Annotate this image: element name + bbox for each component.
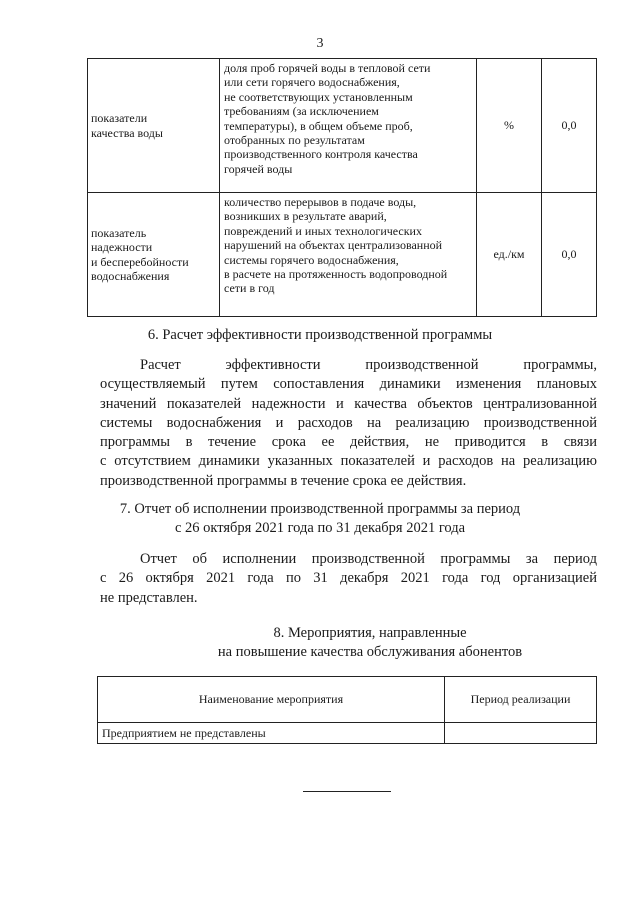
indicator-name: показатели качества воды: [88, 59, 220, 193]
closing-rule: [303, 791, 391, 792]
table-cell: [445, 723, 597, 744]
indicator-name: показатель надежности и бесперебойности водоснабжения: [88, 193, 220, 317]
section-7-paragraph: [100, 550, 597, 608]
section-6-paragraph: [100, 356, 597, 491]
indicator-unit: %: [477, 59, 542, 193]
indicators-table: [87, 58, 597, 317]
paragraph-line: осуществляемый путем сопоставления динамики изменения плановых: [100, 376, 597, 393]
paragraph-line: значений показателей надежности и качества объектов централизованной: [100, 395, 597, 412]
paragraph-line: программы в течение срока ее действия, не приводится в связи: [100, 434, 597, 451]
measures-table: [97, 676, 597, 744]
paragraph-line: не представлен.: [100, 589, 198, 606]
table-row: [88, 193, 597, 317]
table-header-row: [98, 677, 597, 723]
column-header: Период реализации: [445, 677, 597, 723]
paragraph-line: производственной программы в течение срока ее действия.: [100, 472, 467, 489]
table-row: [98, 723, 597, 744]
column-header: Наименование мероприятия: [98, 677, 445, 723]
paragraph-line: системы водоснабжения и расходов на реализацию производственной: [100, 414, 597, 431]
paragraph-line: с отсутствием динамики указанных показателей и расходов на реализацию: [100, 453, 597, 470]
indicator-value: 0,0: [542, 59, 597, 193]
indicator-value: 0,0: [542, 193, 597, 317]
indicator-unit: ед./км: [477, 193, 542, 317]
paragraph-line: с 26 октября 2021 года по 31 декабря 2021 года год организацией: [100, 570, 597, 587]
paragraph-line: Расчет эффективности производственной программы,: [140, 357, 597, 373]
table-row: [88, 59, 597, 193]
table-cell: Предприятием не представлены: [98, 723, 445, 744]
section-7-heading: 7. Отчет об исполнении производственной программы за период с 26 октября 2021 года по 31 декабря 2021 года: [119, 501, 521, 536]
indicator-description: доля проб горячей воды в тепловой сети или сети горячего водоснабжения, не соответствующих установленным требованиям (за исключением температуры), в общем объеме проб, отобранных по результатам производственного контроля качества горячей воды: [220, 59, 477, 193]
section-8-heading: 8. Мероприятия, направленные на повышение качества обслуживания абонентов: [217, 625, 523, 660]
page-number: 3: [316, 36, 324, 51]
indicator-description: количество перерывов в подаче воды, возникших в результате аварий, повреждений и иных технологических нарушений на объектах централизованной системы горячего водоснабжения, в расчете на протяженность водопроводной сети в год: [220, 193, 477, 317]
paragraph-line: Отчет об исполнении производственной программы за период: [140, 551, 597, 567]
section-6-heading: 6. Расчет эффективности производственной программы: [147, 327, 493, 343]
